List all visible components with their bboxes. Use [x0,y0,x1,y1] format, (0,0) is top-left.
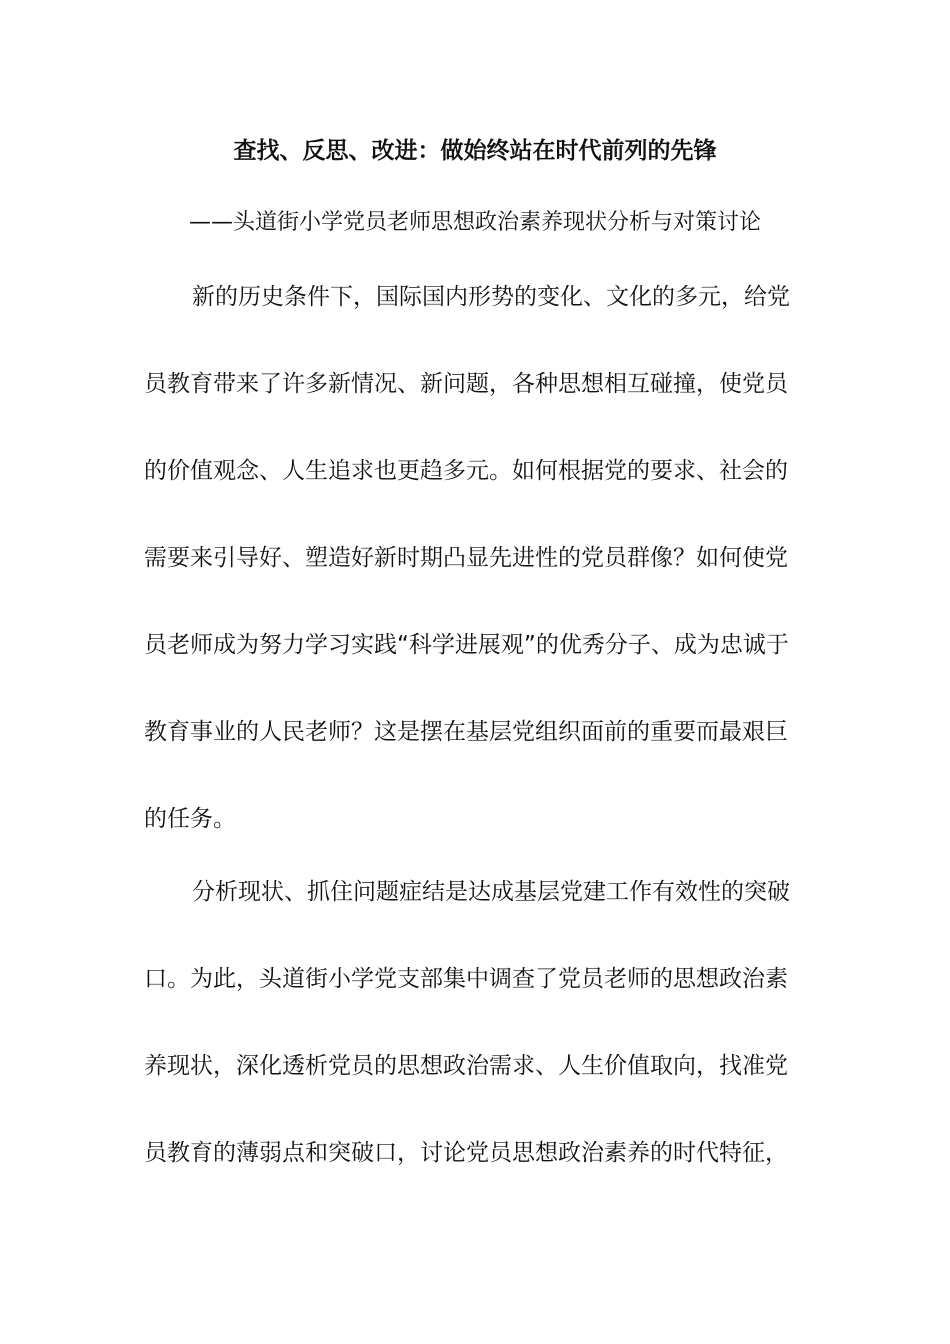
paragraph-line: 口。为此，头道街小学党支部集中调查了党员老师的思想政治素 [144,966,788,992]
paragraph-line: 员老师成为努力学习实践“科学进展观”的优秀分子、成为忠诚于 [144,632,789,658]
document-subtitle: ——头道街小学党员老师思想政治素养现状分析与对策讨论 [188,210,761,235]
paragraph-line: 的价值观念、人生追求也更趋多元。如何根据党的要求、社会的 [144,458,788,484]
paragraph-line: 员教育带来了许多新情况、新问题，各种思想相互碰撞，使党员 [144,371,788,397]
document-title: 查找、反思、改进：做始终站在时代前列的先锋 [233,138,717,164]
paragraph-line: 新的历史条件下，国际国内形势的变化、文化的多元，给党 [192,284,790,310]
paragraph-line: 员教育的薄弱点和突破口，讨论党员思想政治素养的时代特征， [144,1140,788,1166]
paragraph-line: 分析现状、抓住问题症结是达成基层党建工作有效性的突破 [192,879,790,905]
paragraph-line: 需要来引导好、塑造好新时期凸显先进性的党员群像？如何使党 [144,545,788,571]
paragraph-line: 的任务。 [144,806,236,832]
paragraph-line: 教育事业的人民老师？这是摆在基层党组织面前的重要而最艰巨 [144,719,788,745]
paragraph-line: 养现状，深化透析党员的思想政治需求、人生价值取向，找准党 [144,1053,788,1079]
